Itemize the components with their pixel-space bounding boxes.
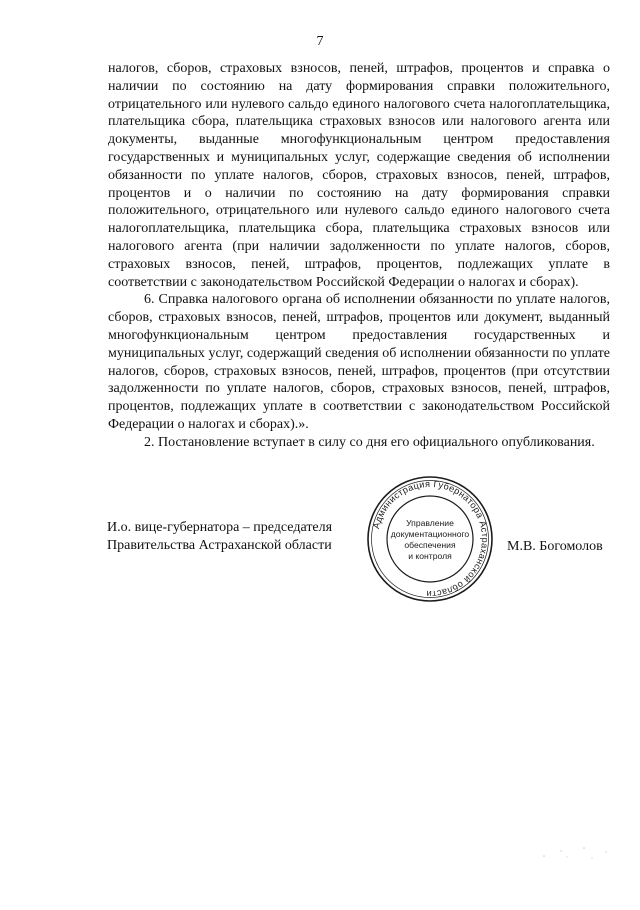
signatory-title-line-2: Правительства Астраханской области (107, 537, 332, 553)
seal-outer-text: Администрация Губернатора Астраханской области (371, 478, 491, 600)
official-seal (365, 474, 495, 604)
seal-inner-line-4: и контроля (408, 551, 452, 561)
scan-specks (540, 842, 610, 862)
paragraph-item-2: 2. Постановление вступает в силу со дня его официального опубликования. (144, 434, 595, 450)
page-number: 7 (316, 34, 324, 49)
seal-inner-ring (387, 496, 473, 582)
signatory-title-line-1: И.о. вице-губернатора – председателя (107, 520, 333, 535)
seal-inner-line-2: документационного (390, 529, 470, 539)
paragraph-item-6: 6. Справка налогового органа об исполнении обязанности по уплате налогов, сборов, страховых взносов, пеней, штрафов, процентов или документ, выданный многофункциональным центром предоставления государственных и муниципальных услуг, содержащий сведения об исполнении обязанности по уплате налогов, сборов, страховых взносов, пеней, штрафов, процентов (при отсутствии задолженности по уплате налогов, сборов, страховых взносов, пеней, штрафов, процентов, подлежащих уплате в соответствии с законодательством Российской Федерации о налогах и сборах).». (108, 292, 610, 432)
paragraph-continuation: налогов, сборов, страховых взносов, пеней, штрафов, процентов и справка о наличии по состоянию на дату формирования справки положительного, отрицательного или нулевого сальдо единого налогового счета налогоплательщика, плательщика сбора, плательщика страховых взносов или налогового агента или документы, выданные многофункциональным центром предоставления государственных и муниципальных услуг, содержащие сведения об исполнении обязанности по уплате налогов, сборов, страховых взносов, пеней, штрафов, процентов и о наличии по состоянию на дату формирования справки положительного, отрицательного или нулевого сальдо единого налогового счета налогоплательщика, плательщика сбора, плательщика страховых взносов или налогового агента (при наличии задолженности по уплате налогов, сборов, страховых взносов, пеней, штрафов, процентов, подлежащих уплате в соответствии с законодательством Российской Федерации о налогах и сборах). (108, 61, 610, 290)
signatory-name: М.В. Богомолов (507, 539, 603, 554)
seal-inner-line-3: обеспечения (404, 540, 456, 550)
seal-inner-line-1: Управление (406, 518, 454, 528)
signatory-title (107, 519, 332, 555)
document-body (108, 60, 610, 452)
